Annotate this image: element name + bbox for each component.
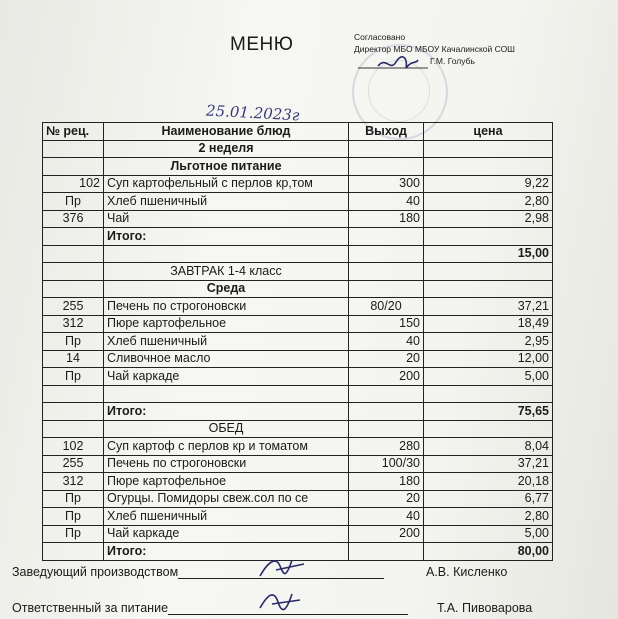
manager-label: Заведующий производством	[12, 565, 179, 579]
row-output: 150	[349, 315, 424, 333]
row-dish: Чай	[104, 210, 349, 228]
row-price: 6,77	[424, 490, 553, 508]
responsible-signature	[252, 586, 312, 616]
approval-line-2: Директор МБО МБОУ Качалинской СОШ	[354, 44, 515, 54]
row-dish: Чай каркаде	[104, 368, 349, 386]
row-output: 20	[349, 490, 424, 508]
row-dish: Хлеб пшеничный	[104, 193, 349, 211]
row-price: 8,04	[424, 438, 553, 456]
row-dish: Пюре картофельное	[104, 473, 349, 491]
responsible-line	[12, 601, 408, 615]
lunch-title: ОБЕД	[104, 420, 349, 438]
total-lunch: 80,00	[424, 543, 553, 561]
manager-name: А.В. Кисленко	[426, 565, 508, 579]
approval-line-3: Г.М. Голубь	[430, 56, 475, 66]
row-price: 2,95	[424, 333, 553, 351]
responsible-name: Т.А. Пивоварова	[437, 601, 533, 615]
table-row	[43, 158, 553, 176]
row-code: Пр	[43, 490, 104, 508]
total-label-free: Итого:	[104, 228, 349, 246]
row-output: 40	[349, 508, 424, 526]
row-price: 2,80	[424, 193, 553, 211]
row-price: 18,49	[424, 315, 553, 333]
row-price: 37,21	[424, 298, 553, 316]
table-row	[43, 403, 553, 421]
header-output: Выход	[349, 123, 424, 141]
row-dish: Печень по строгоновски	[104, 455, 349, 473]
table-row	[43, 473, 553, 491]
week-label: 2 неделя	[104, 140, 349, 158]
row-output: 180	[349, 473, 424, 491]
row-output: 180	[349, 210, 424, 228]
row-output: 200	[349, 368, 424, 386]
day-label: Среда	[104, 280, 349, 298]
total-label-lunch: Итого:	[104, 543, 349, 561]
menu-table	[42, 122, 553, 561]
row-output: 100/30	[349, 455, 424, 473]
row-dish: Хлеб пшеничный	[104, 333, 349, 351]
table-row	[43, 140, 553, 158]
row-code: Пр	[43, 525, 104, 543]
row-output: 80/20	[349, 298, 424, 316]
row-output: 40	[349, 333, 424, 351]
row-dish: Печень по строгоновски	[104, 298, 349, 316]
row-code: 102	[43, 175, 104, 193]
table-row	[43, 368, 553, 386]
row-code: 312	[43, 473, 104, 491]
row-output: 20	[349, 350, 424, 368]
row-code: 255	[43, 455, 104, 473]
table-row	[43, 245, 553, 263]
row-dish: Суп картоф с перлов кр и томатом	[104, 438, 349, 456]
total-label-breakfast: Итого:	[104, 403, 349, 421]
row-price: 9,22	[424, 175, 553, 193]
row-code: 255	[43, 298, 104, 316]
table-row	[43, 193, 553, 211]
row-code: Пр	[43, 193, 104, 211]
row-code: Пр	[43, 368, 104, 386]
table-row	[43, 263, 553, 281]
table-row	[43, 525, 553, 543]
table-row	[43, 490, 553, 508]
table-row	[43, 385, 553, 403]
row-price: 2,80	[424, 508, 553, 526]
table-row	[43, 508, 553, 526]
approval-line-1: Согласовано	[354, 32, 406, 42]
responsible-label: Ответственный за питание	[12, 601, 169, 615]
director-signature	[356, 54, 436, 76]
table-row	[43, 175, 553, 193]
row-code: 376	[43, 210, 104, 228]
row-code: 312	[43, 315, 104, 333]
row-price: 5,00	[424, 368, 553, 386]
section-free-meals: Льготное питание	[104, 158, 349, 176]
row-code: 14	[43, 350, 104, 368]
breakfast-title: ЗАВТРАК 1-4 класс	[104, 263, 349, 281]
table-row	[43, 333, 553, 351]
header-recipe-no: № рец.	[43, 123, 104, 141]
total-breakfast: 75,65	[424, 403, 553, 421]
table-row	[43, 210, 553, 228]
row-output: 40	[349, 193, 424, 211]
row-dish: Огурцы. Помидоры свеж.сол по се	[104, 490, 349, 508]
row-price: 12,00	[424, 350, 553, 368]
header-dish-name: Наименование блюд	[104, 123, 349, 141]
row-price: 2,98	[424, 210, 553, 228]
table-header-row	[43, 123, 553, 141]
row-dish: Чай каркаде	[104, 525, 349, 543]
row-price: 37,21	[424, 455, 553, 473]
row-price: 20,18	[424, 473, 553, 491]
table-row	[43, 350, 553, 368]
manager-line	[12, 565, 384, 579]
row-output: 280	[349, 438, 424, 456]
row-dish: Пюре картофельное	[104, 315, 349, 333]
row-output: 200	[349, 525, 424, 543]
table-row	[43, 298, 553, 316]
row-price: 5,00	[424, 525, 553, 543]
row-code: 102	[43, 438, 104, 456]
row-dish: Сливочное масло	[104, 350, 349, 368]
row-output: 300	[349, 175, 424, 193]
header-price: цена	[424, 123, 553, 141]
row-dish: Суп картофельный с перлов кр,том	[104, 175, 349, 193]
handwritten-date: 25.01.2023г	[205, 101, 300, 125]
table-row	[43, 420, 553, 438]
table-row	[43, 315, 553, 333]
row-dish: Хлеб пшеничный	[104, 508, 349, 526]
manager-signature	[246, 552, 316, 582]
table-row	[43, 438, 553, 456]
total-free: 15,00	[424, 245, 553, 263]
row-code: Пр	[43, 333, 104, 351]
table-row	[43, 228, 553, 246]
table-row	[43, 455, 553, 473]
page-title: МЕНЮ	[230, 34, 294, 55]
table-row	[43, 280, 553, 298]
row-code: Пр	[43, 508, 104, 526]
